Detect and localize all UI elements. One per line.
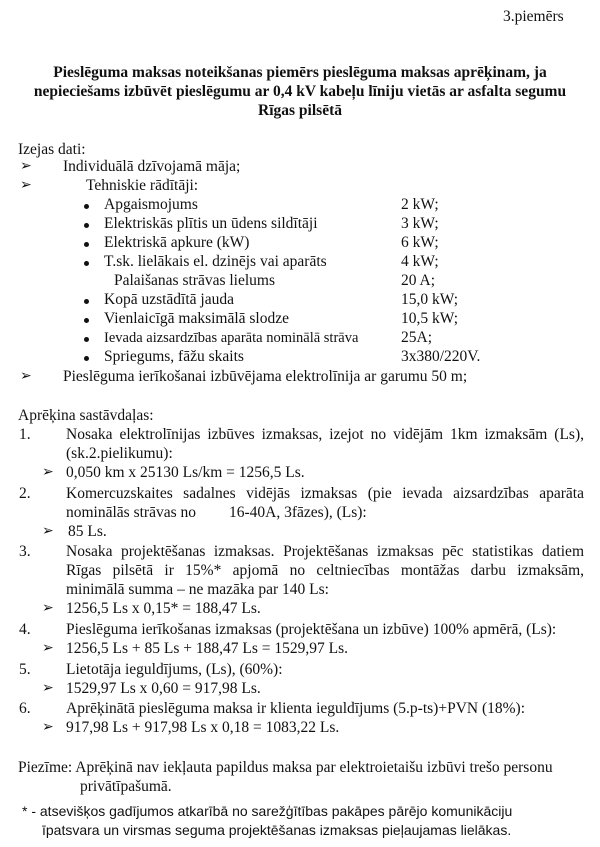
tech-item-label: Vienlaicīgā maksimālā slodze [104, 310, 290, 327]
arrow-bullet-icon: ➢ [20, 159, 32, 174]
tech-heading: Tehniskie rādītāji: [86, 177, 199, 194]
footnote-line-2: īpatsvara un virsmas seguma projektēšanas izmaksas pieļaujamas lielākas. [42, 822, 512, 838]
step-result: 85 Ls. [68, 523, 107, 540]
tech-item-value: 3 kW; [401, 215, 439, 232]
step-text: minimālā summa – ne mazāka par 140 Ls: [66, 581, 329, 598]
calculation-heading: Aprēķina sastāvdaļas: [18, 407, 154, 424]
bullet-dot-icon [84, 204, 89, 209]
step-text: Komercuzskaites sadalnes vidējās izmaksas (pie ievada aizsardzības aparāta [66, 485, 584, 502]
input-data-heading: Izejas dati: [18, 141, 86, 158]
step-text: Nosaka projektēšanas izmaksas. Projektēšanas izmaksas pēc statistikas datiem [66, 543, 584, 560]
title-line-2: nepieciešams izbūvēt pieslēgumu ar 0,4 kV kabeļu līniju vietās ar asfalta segumu [33, 83, 567, 100]
step-text: Pieslēguma ierīkošanas izmaksas (projektēšana un izbūve) 100% apmērā, (Ls): [66, 621, 557, 638]
tech-item-value: 15,0 kW; [401, 291, 459, 308]
bullet-dot-icon [84, 356, 89, 361]
step-result: 917,98 Ls + 917,98 Ls x 0,18 = 1083,22 Ls. [66, 719, 340, 736]
step-result: 1529,97 Ls x 0,60 = 917,98 Ls. [66, 680, 261, 697]
tech-item-value: 4 kW; [401, 253, 439, 270]
arrow-bullet-icon: ➢ [42, 681, 54, 696]
note-line-1: Piezīme: Aprēķinā nav iekļauta papildus maksa par elektroietaišu izbūvi trešo personu [18, 759, 553, 776]
tech-item-value: 10,5 kW; [401, 310, 459, 327]
tech-item-label: Palaišanas strāvas lielums [114, 272, 275, 289]
step-result: 1256,5 Ls x 0,15* = 188,47 Ls. [66, 600, 261, 617]
line-length: Pieslēguma ierīkošanai izbūvējama elektrolīnija ar garumu 50 m; [63, 368, 468, 385]
step-number: 2. [19, 485, 31, 502]
tech-item-label: T.sk. lielākais el. dzinējs vai aparāts [104, 253, 327, 270]
tech-item-label: Elektriskā apkure (kW) [104, 234, 250, 251]
step-number: 3. [19, 543, 31, 560]
arrow-bullet-icon: ➢ [42, 601, 54, 616]
tech-item-value: 2 kW; [401, 196, 439, 213]
step-text: Nosaka elektrolīnijas izbūves izmaksas, izejot no vidējām 1km izmaksām (Ls), [66, 426, 584, 443]
bullet-dot-icon [84, 223, 89, 228]
arrow-bullet-icon: ➢ [42, 720, 54, 735]
step-text: Aprēķinātā pieslēguma maksa ir klienta ieguldījums (5.p-ts)+PVN (18%): [66, 700, 525, 717]
bullet-dot-icon [84, 261, 89, 266]
bullet-dot-icon [84, 318, 89, 323]
tech-item-label: Ievada aizsardzības aparāta nominālā strāva [104, 330, 359, 346]
footnote-line-1: * - atsevišķos gadījumos atkarībā no sarežģītības pakāpes pārējo komunikāciju [22, 803, 513, 819]
arrow-bullet-icon: ➢ [20, 178, 32, 193]
title-line-1: Pieslēguma maksas noteikšanas piemērs pieslēguma maksas aprēķinam, ja [53, 64, 547, 81]
title-line-3: Rīgas pilsētā [258, 102, 342, 119]
tech-item-value: 3x380/220V. [401, 348, 481, 365]
bullet-dot-icon [84, 242, 89, 247]
house-type: Individuālā dzīvojamā māja; [63, 158, 241, 175]
step-text: Lietotāja ieguldījums, (Ls), (60%): [66, 661, 283, 678]
step-text: (sk.2.pielikumu): [66, 445, 173, 462]
step-result: 1256,5 Ls + 85 Ls + 188,47 Ls = 1529,97 Ls. [66, 640, 348, 657]
bullet-dot-icon [84, 299, 89, 304]
tech-item-value: 20 A; [401, 272, 436, 289]
tech-item-label: Spriegums, fāžu skaits [104, 348, 244, 365]
step-number: 1. [19, 426, 31, 443]
step-number: 4. [19, 621, 31, 638]
note-line-2: privātīpašumā. [80, 778, 172, 795]
arrow-bullet-icon: ➢ [20, 369, 32, 384]
tech-item-label: Elektriskās plītis un ūdens sildītāji [104, 215, 318, 232]
tech-item-label: Kopā uzstādītā jauda [104, 291, 234, 308]
tech-item-value: 6 kW; [401, 234, 439, 251]
step-text: Rīgas pilsētā ir 15%* apjomā no celtniecības montāžas darbu izmaksām, [66, 562, 584, 579]
bullet-dot-icon [84, 337, 89, 342]
tech-item-value: 25A; [401, 329, 432, 346]
step-result: 0,050 km x 25130 Ls/km = 1256,5 Ls. [66, 464, 305, 481]
arrow-bullet-icon: ➢ [42, 641, 54, 656]
step-text: 16-40A, 3fāzes), (Ls): [229, 504, 367, 521]
tech-item-label: Apgaismojums [104, 196, 198, 213]
step-number: 6. [19, 700, 31, 717]
step-number: 5. [19, 661, 31, 678]
arrow-bullet-icon: ➢ [42, 524, 54, 539]
example-label: 3.piemērs [503, 8, 564, 25]
step-text: nominālās strāvas no [66, 504, 197, 521]
arrow-bullet-icon: ➢ [42, 465, 54, 480]
